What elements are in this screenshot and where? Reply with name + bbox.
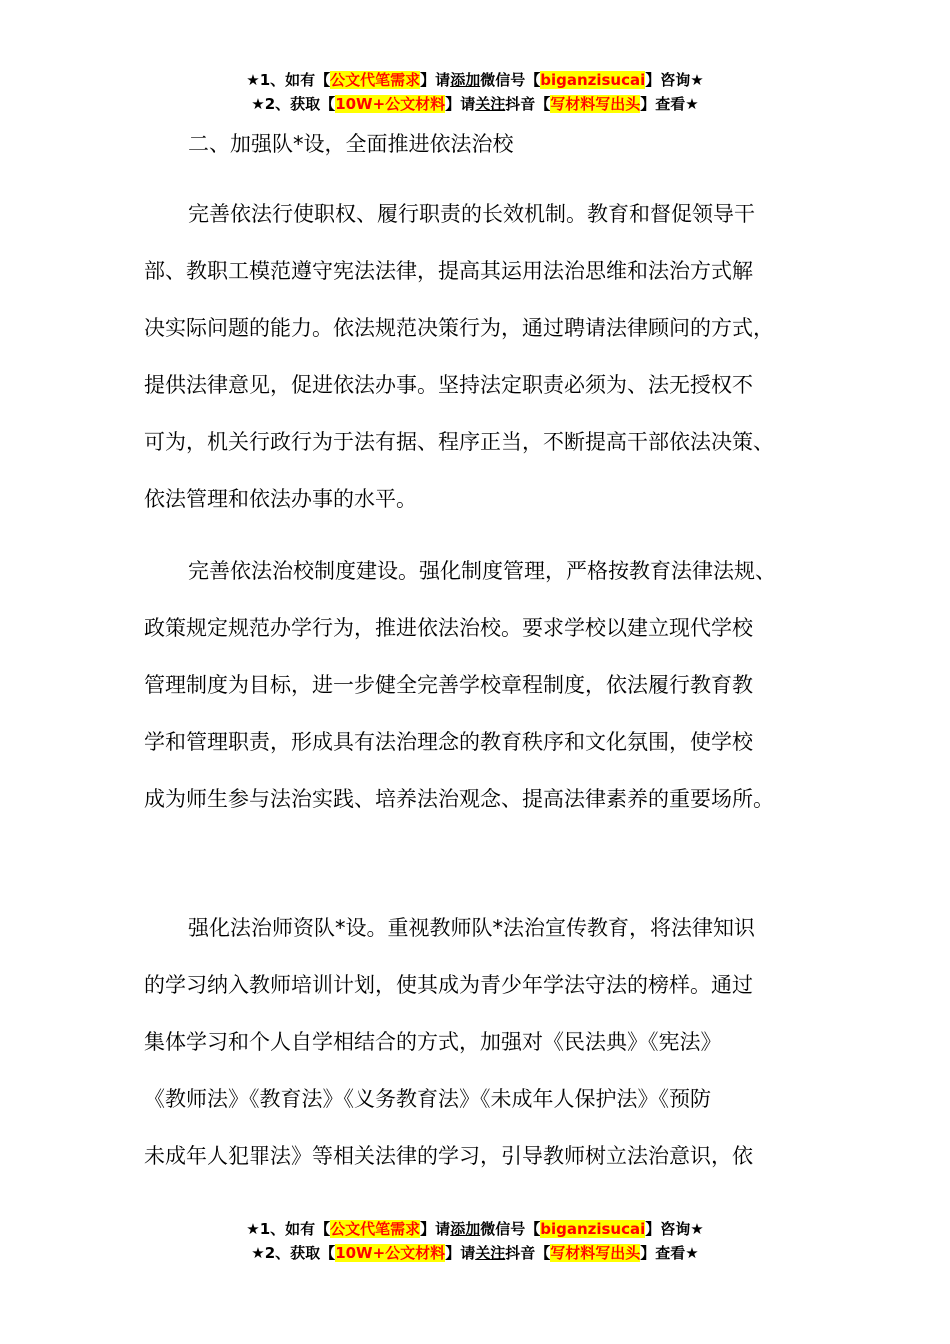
underlined-follow: 关注 [475,95,506,113]
paragraph-line: 提供法律意见，促进依法办事。坚持法定职责必须为、法无授权不 [144,373,753,397]
banner-text: ★2、获取【 [251,95,336,113]
banner-text: ★2、获取【 [251,1244,336,1262]
highlight-wechat-id: biganzisucai [540,71,646,89]
highlight-materials: 10W+公文材料 [335,1244,446,1262]
banner-text: 微信号【 [480,1220,541,1238]
paragraph-line: 管理制度为目标，进一步健全完善学校章程制度，依法履行教育教 [144,673,753,697]
paragraph-line: 成为师生参与法治实践、培养法治观念、提高法律素养的重要场所。 [144,787,774,811]
highlight-ghostwriting: 公文代笔需求 [330,71,421,89]
banner-text: 】查看★ [640,1244,699,1262]
banner-text: ★1、如有【 [246,1220,331,1238]
banner-text: 】请 [420,1220,451,1238]
paragraph-line: 政策规定规范办学行为，推进依法治校。要求学校以建立现代学校 [144,616,753,640]
banner-text: 抖音【 [505,1244,551,1262]
paragraph-line: 部、教职工模范遵守宪法法律，提高其运用法治思维和法治方式解 [144,259,753,283]
highlight-douyin-account: 写材料写出头 [550,95,641,113]
banner-line-1 [0,68,950,92]
underlined-add: 添加 [450,1220,481,1238]
underlined-follow: 关注 [475,1244,506,1262]
paragraph-line: 决实际问题的能力。依法规范决策行为，通过聘请法律顾问的方式， [144,316,774,340]
paragraph-line: 集体学习和个人自学相结合的方式，加强对《民法典》《宪法》 [144,1030,722,1054]
highlight-douyin-account: 写材料写出头 [550,1244,641,1262]
paragraph-3 [144,912,824,1197]
banner-line-2 [0,1241,950,1265]
paragraph-line: 的学习纳入教师培训计划，使其成为青少年学法守法的榜样。通过 [144,973,753,997]
paragraph-line: 未成年人犯罪法》等相关法律的学习，引导教师树立法治意识，依 [144,1144,753,1168]
paragraph-line: 学和管理职责，形成具有法治理念的教育秩序和文化氛围，使学校 [144,730,753,754]
highlight-ghostwriting: 公文代笔需求 [330,1220,421,1238]
banner-text: ★1、如有【 [246,71,331,89]
banner-text: 】查看★ [640,95,699,113]
banner-text: 】请 [420,71,451,89]
banner-text: 】请 [445,1244,476,1262]
highlight-wechat-id: biganzisucai [540,1220,646,1238]
banner-line-2 [0,92,950,116]
paragraph-line: 《教师法》《教育法》《义务教育法》《未成年人保护法》《预防 [144,1087,711,1111]
banner-text: 抖音【 [505,95,551,113]
paragraph-2 [144,555,824,840]
highlight-materials: 10W+公文材料 [335,95,446,113]
banner-text: 微信号【 [480,71,541,89]
bottom-banner [0,1217,950,1265]
paragraph-1 [144,198,824,540]
paragraph-line: 完善依法治校制度建设。强化制度管理，严格按教育法律法规、 [188,559,776,583]
paragraph-line: 完善依法行使职权、履行职责的长效机制。教育和督促领导干 [188,202,755,226]
banner-line-1 [0,1217,950,1241]
banner-text: 】咨询★ [645,71,704,89]
section-heading: 二、加强队*设，全面推进依法治校 [188,132,514,156]
paragraph-line: 依法管理和依法办事的水平。 [144,487,417,511]
underlined-add: 添加 [450,71,481,89]
paragraph-line: 可为，机关行政行为于法有据、程序正当，不断提高干部依法决策、 [144,430,774,454]
banner-text: 】咨询★ [645,1220,704,1238]
banner-text: 】请 [445,95,476,113]
paragraph-line: 强化法治师资队*设。重视教师队*法治宣传教育，将法律知识 [188,916,755,940]
top-banner [0,68,950,116]
